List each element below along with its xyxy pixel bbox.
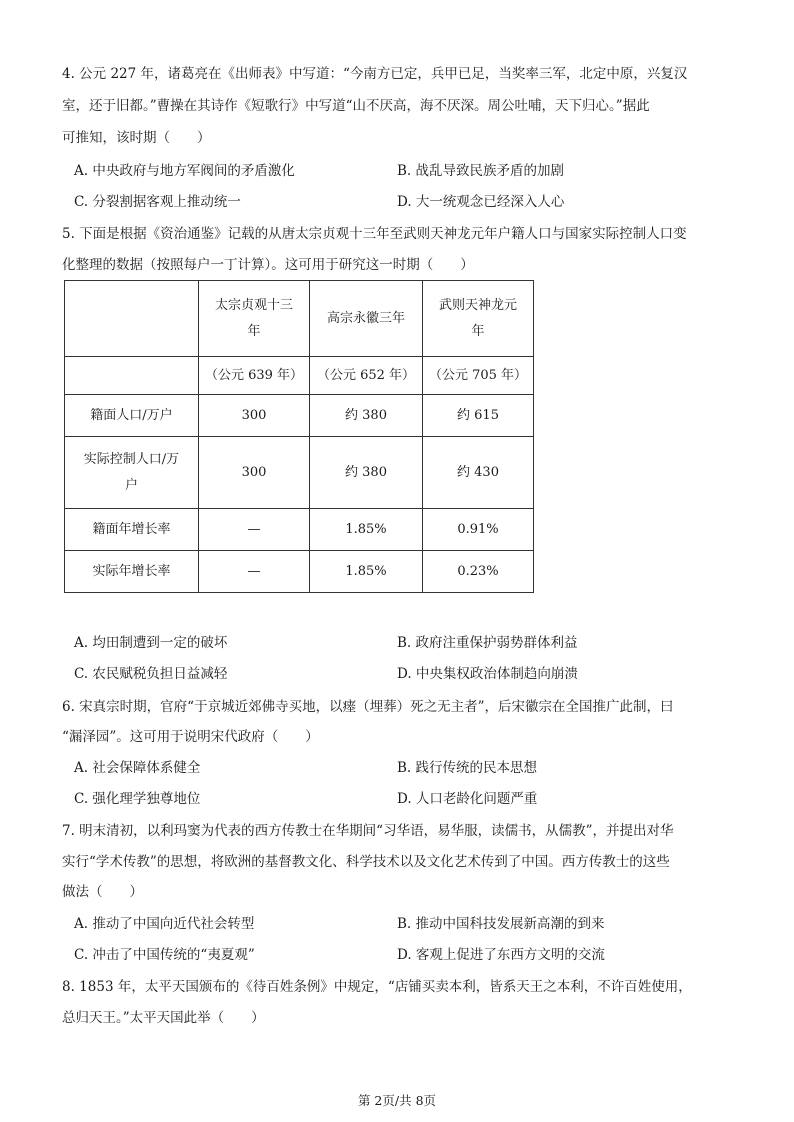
row-value: — bbox=[199, 509, 310, 551]
header-cell-shenlong bbox=[423, 281, 534, 357]
row-label: 实际年增长率 bbox=[65, 551, 199, 593]
q6-option-b: B. 践行传统的民本思想 bbox=[397, 760, 538, 776]
q7-stem-line-3: 做法（ ） bbox=[62, 884, 143, 900]
row-value: 300 bbox=[199, 437, 310, 509]
q4-option-c: C. 分裂割据客观上推动统一 bbox=[74, 194, 241, 210]
row-label: 籍面人口/万户 bbox=[65, 395, 199, 437]
q4-option-a: A. 中央政府与地方军阀间的矛盾激化 bbox=[74, 163, 295, 179]
table-row bbox=[65, 509, 534, 551]
row-value: 约 615 bbox=[423, 395, 534, 437]
years-label-cell bbox=[65, 357, 199, 395]
q7-option-d: D. 客观上促进了东西方文明的交流 bbox=[397, 947, 605, 963]
year-cell-639: （公元 639 年） bbox=[199, 357, 310, 395]
q7-option-c: C. 冲击了中国传统的“夷夏观” bbox=[74, 947, 255, 963]
table-corner-cell bbox=[65, 281, 199, 357]
header-cell-zhenguan bbox=[199, 281, 310, 357]
q4-stem-line-1: 4. 公元 227 年，诸葛亮在《出师表》中写道：“今南方已定，兵甲已足，当奖率三军，北定中原，兴复汉 bbox=[62, 66, 688, 82]
q5-stem-line-1: 5. 下面是根据《资治通鉴》记载的从唐太宗贞观十三年至武则天神龙元年户籍人口与国家实际控制人口变 bbox=[62, 226, 687, 242]
row-value: 0.23% bbox=[423, 551, 534, 593]
row-label-line-2: 户 bbox=[124, 477, 138, 493]
population-table bbox=[64, 280, 534, 593]
page-number: 第 2页/共 8页 bbox=[357, 1093, 437, 1108]
q4-stem-line-2: 室，还于旧都。”曹操在其诗作《短歌行》中写道“山不厌高，海不厌深。周公吐哺，天下归心。”据此 bbox=[62, 98, 650, 114]
row-value: — bbox=[199, 551, 310, 593]
row-value: 1.85% bbox=[310, 551, 423, 593]
row-value: 约 430 bbox=[423, 437, 534, 509]
row-value: 0.91% bbox=[423, 509, 534, 551]
header-zhenguan-line-1: 太宗贞观十三 bbox=[214, 297, 293, 313]
q4-stem-line-3: 可推知，该时期（ ） bbox=[62, 130, 211, 146]
q6-stem-line-2: “漏泽园”。这可用于说明宋代政府（ ） bbox=[62, 729, 319, 745]
row-label bbox=[65, 437, 199, 509]
header-zhenguan-line-2: 年 bbox=[247, 323, 261, 339]
table-row bbox=[65, 437, 534, 509]
table-row bbox=[65, 551, 534, 593]
q8-stem-line-2: 总归天王。”太平天国此举（ ） bbox=[62, 1010, 265, 1026]
q8-stem-line-1: 8. 1853 年，太平天国颁布的《待百姓条例》中规定，“店铺买卖本利，皆系天王之本利，不许百姓使用， bbox=[62, 979, 692, 995]
row-value: 300 bbox=[199, 395, 310, 437]
year-cell-652: （公元 652 年） bbox=[310, 357, 423, 395]
table-years-row bbox=[65, 357, 534, 395]
q4-option-b: B. 战乱导致民族矛盾的加剧 bbox=[397, 163, 565, 179]
q6-option-a: A. 社会保障体系健全 bbox=[74, 760, 201, 776]
row-value: 1.85% bbox=[310, 509, 423, 551]
q5-option-d: D. 中央集权政治体制趋向崩溃 bbox=[397, 666, 578, 682]
q4-option-d: D. 大一统观念已经深入人心 bbox=[397, 194, 565, 210]
q5-option-c: C. 农民赋税负担日益减轻 bbox=[74, 666, 228, 682]
q7-option-a: A. 推动了中国向近代社会转型 bbox=[74, 916, 255, 932]
row-label: 籍面年增长率 bbox=[65, 509, 199, 551]
q5-option-b: B. 政府注重保护弱势群体利益 bbox=[397, 635, 578, 651]
row-value: 约 380 bbox=[310, 437, 423, 509]
q6-option-d: D. 人口老龄化问题严重 bbox=[397, 791, 538, 807]
q7-stem-line-1: 7. 明末清初，以利玛窦为代表的西方传教士在华期间“习华语，易华服，读儒书，从儒教”，并提出对华 bbox=[62, 823, 674, 839]
year-cell-705: （公元 705 年） bbox=[423, 357, 534, 395]
header-cell-yonghui: 高宗永徽三年 bbox=[310, 281, 423, 357]
q7-stem-line-2: 实行“学术传教”的思想，将欧洲的基督教文化、科学技术以及文化艺术传到了中国。西方传教士的这些 bbox=[62, 854, 670, 870]
header-shenlong-line-1: 武则天神龙元 bbox=[438, 297, 517, 313]
header-shenlong-line-2: 年 bbox=[471, 323, 485, 339]
table-row bbox=[65, 395, 534, 437]
q5-option-a: A. 均田制遭到一定的破坏 bbox=[74, 635, 228, 651]
row-label-line-1: 实际控制人口/万 bbox=[83, 451, 180, 467]
q7-option-b: B. 推动中国科技发展新高潮的到来 bbox=[397, 916, 605, 932]
q6-option-c: C. 强化理学独尊地位 bbox=[74, 791, 201, 807]
q6-stem-line-1: 6. 宋真宗时期，官府“于京城近郊佛寺买地，以瘗（埋葬）死之无主者”，后宋徽宗在全国推广此制，曰 bbox=[62, 699, 674, 715]
row-value: 约 380 bbox=[310, 395, 423, 437]
table-header-row bbox=[65, 281, 534, 357]
q5-stem-line-2: 化整理的数据（按照每户一丁计算）。这可用于研究这一时期（ ） bbox=[62, 257, 474, 273]
